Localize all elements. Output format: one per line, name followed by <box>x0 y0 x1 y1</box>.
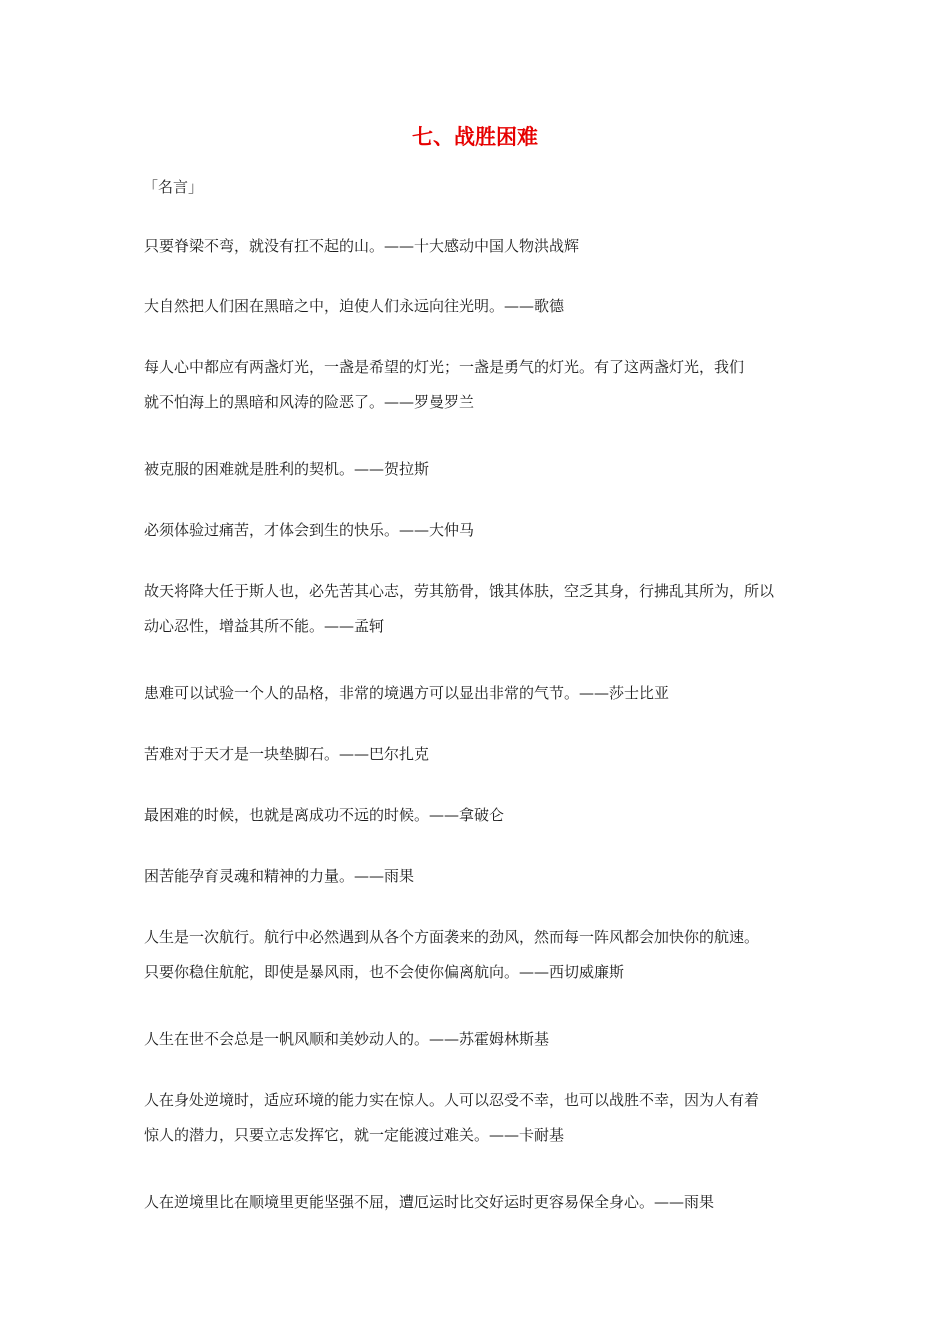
quote-paragraph <box>144 859 824 894</box>
section-label: 「名言」 <box>143 178 204 196</box>
quote-paragraph <box>144 574 824 644</box>
quote-line: 大自然把人们困在黑暗之中，迫使人们永远向往光明。——歌德 <box>144 297 565 315</box>
quote-line: 动心忍性，增益其所不能。——孟轲 <box>144 617 385 635</box>
quote-paragraph <box>144 289 824 324</box>
quote-paragraph <box>144 1022 824 1057</box>
quote-paragraph <box>144 350 824 420</box>
quote-paragraph <box>144 1083 824 1153</box>
quote-line: 苦难对于天才是一块垫脚石。——巴尔扎克 <box>144 745 430 763</box>
quote-paragraph <box>144 1185 824 1220</box>
quote-line: 必须体验过痛苦，才体会到生的快乐。——大仲马 <box>144 521 475 539</box>
quote-line: 困苦能孕育灵魂和精神的力量。——雨果 <box>144 867 415 885</box>
quote-line: 人生在世不会总是一帆风顺和美妙动人的。——苏霍姆林斯基 <box>144 1030 550 1048</box>
quote-line: 被克服的困难就是胜利的契机。——贺拉斯 <box>144 460 430 478</box>
quote-paragraph <box>144 920 824 990</box>
quote-paragraph <box>144 513 824 548</box>
quote-paragraph <box>144 676 824 711</box>
quote-line: 人在逆境里比在顺境里更能坚强不屈，遭厄运时比交好运时更容易保全身心。——雨果 <box>144 1193 715 1211</box>
quote-paragraph <box>144 737 824 772</box>
quote-line: 最困难的时候，也就是离成功不远的时候。——拿破仑 <box>144 806 505 824</box>
quote-line: 惊人的潜力，只要立志发挥它，就一定能渡过难关。——卡耐基 <box>144 1126 565 1144</box>
quote-paragraph <box>144 452 824 487</box>
quote-line: 只要你稳住航舵，即使是暴风雨，也不会使你偏离航向。——西切威廉斯 <box>144 963 625 981</box>
quote-line: 就不怕海上的黑暗和风涛的险恶了。——罗曼罗兰 <box>144 393 475 411</box>
quote-paragraph <box>144 229 824 264</box>
quote-paragraph <box>144 798 824 833</box>
quote-line: 患难可以试验一个人的品格，非常的境遇方可以显出非常的气节。——莎士比亚 <box>144 684 670 702</box>
quote-line: 人在身处逆境时，适应环境的能力实在惊人。人可以忍受不幸，也可以战胜不幸，因为人有着 <box>144 1091 760 1109</box>
page-title: 七、战胜困难 <box>412 125 538 149</box>
quote-line: 故天将降大任于斯人也，必先苦其心志，劳其筋骨，饿其体肤，空乏其身，行拂乱其所为，所以 <box>144 582 775 600</box>
quote-line: 人生是一次航行。航行中必然遇到从各个方面袭来的劲风，然而每一阵风都会加快你的航速。 <box>144 928 760 946</box>
quote-line: 只要脊梁不弯，就没有扛不起的山。——十大感动中国人物洪战辉 <box>144 237 580 255</box>
quote-line: 每人心中都应有两盏灯光，一盏是希望的灯光；一盏是勇气的灯光。有了这两盏灯光，我们 <box>144 358 745 376</box>
